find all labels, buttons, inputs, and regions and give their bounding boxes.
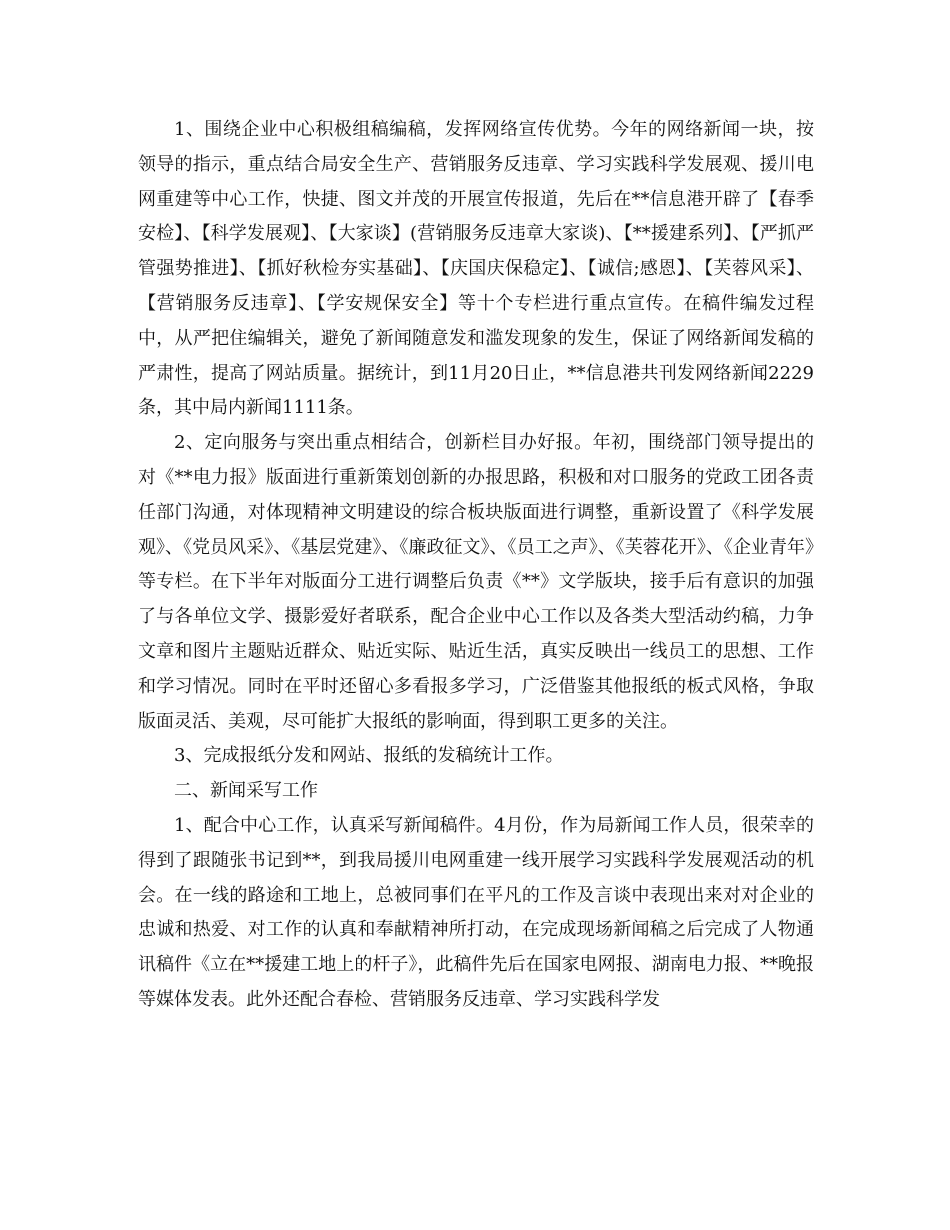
document-body xyxy=(138,113,814,1018)
paragraph-distribution-stats: 3、完成报纸分发和网站、报纸的发稿统计工作。 xyxy=(174,745,564,767)
paragraph-network-news: 1、围绕企业中心积极组稿编稿，发挥网络宣传优势。今年的网络新闻一块，按领导的指示，重点结合局安全生产、营销服务反违章、学习实践科学发展观、援川电网重建等中心工作，快捷、图文并茂的开展宣传报道，先后在**信息港开辟了【春季安检】、【科学发展观】、【大家谈】(营销服务反违章大家谈)、【**援建系列】、【严抓严管强势推进】、【抓好秋检夯实基础】、【庆国庆保稳定】、【诚信;感恩】、【芙蓉风采】、【营销服务反违章】、【学安规保安全】等十个专栏进行重点宣传。在稿件编发过程中，从严把住编辑关，避免了新闻随意发和滥发现象的发生，保证了网络新闻发稿的严肃性，提高了网站质量。据统计，到11月20日止，**信息港共刊发网络新闻2229条，其中局内新闻1111条。 xyxy=(138,119,814,419)
paragraph-news-writing: 1、配合中心工作，认真采写新闻稿件。4月份，作为局新闻工作人员，很荣幸的得到了跟随张书记到**，到我局援川电网重建一线开展学习实践科学发展观活动的机会。在一线的路途和工地上，总被同事们在平凡的工作及言谈中表现出来对对企业的忠诚和热爱、对工作的认真和奉献精神所打动，在完成现场新闻稿之后完成了人物通讯稿件《立在**援建工地上的杆子》，此稿件先后在国家电网报、湖南电力报、**晚报等媒体发表。此外还配合春检、营销服务反违章、学习实践科学发 xyxy=(138,814,814,1010)
paragraph-newspaper-columns: 2、定向服务与突出重点相结合，创新栏目办好报。年初，围绕部门领导提出的对《**电力报》版面进行重新策划创新的办报思路，积极和对口服务的党政工团各责任部门沟通，对体现精神文明建设的综合板块版面进行调整，重新设置了《科学发展观》、《党员风采》、《基层党建》、《廉政征文》、《员工之声》、《芙蓉花开》、《企业青年》等专栏。在下半年对版面分工进行调整后负责《**》文学版块，接手后有意识的加强了与各单位文学、摄影爱好者联系，配合企业中心工作以及各类大型活动约稿，力争文章和图片主题贴近群众、贴近实际、贴近生活，真实反映出一线员工的思想、工作和学习情况。同时在平时还留心多看报多学习，广泛借鉴其他报纸的板式风格，争取版面灵活、美观，尽可能扩大报纸的影响面，得到职工更多的关注。 xyxy=(138,432,814,732)
section-heading-news-writing: 二、新闻采写工作 xyxy=(174,780,318,802)
